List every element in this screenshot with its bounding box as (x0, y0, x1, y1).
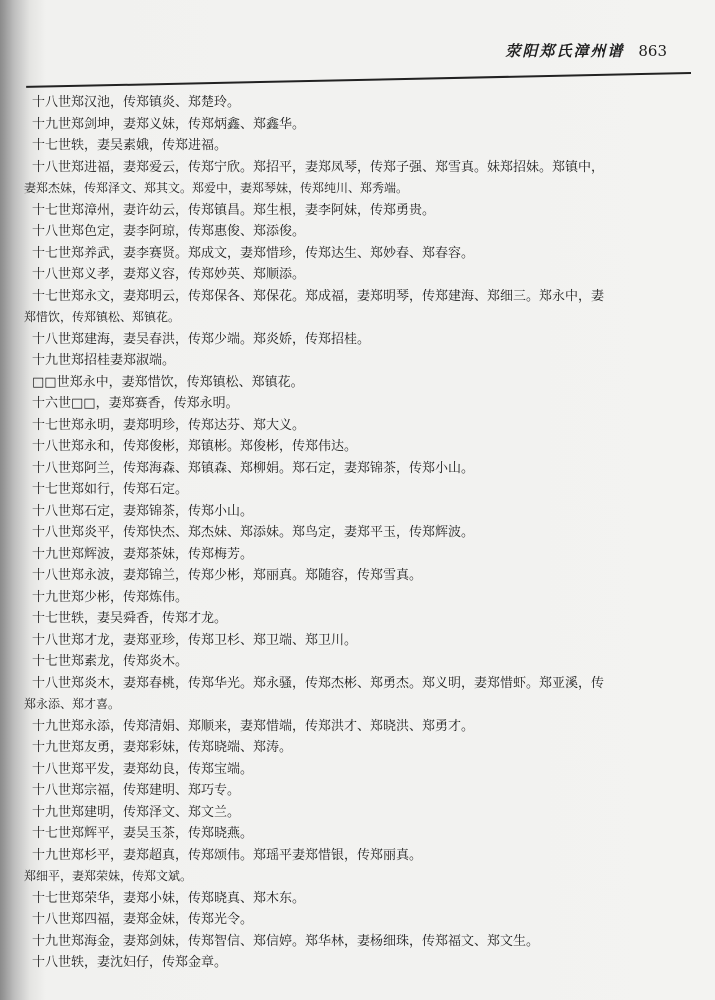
text-line: 十七世郑辉平，妻吴玉茶，传郑晓燕。 (32, 826, 254, 841)
text-line: 十九世郑永添，传郑清娟、郑顺来，妻郑惜端，传郑洪才、郑晓洪、郑勇才。 (32, 718, 475, 734)
text-line: 十八世郑义孝，妻郑义容，传郑妙英、郑顺添。 (32, 267, 306, 282)
genealogy-text (24, 92, 692, 974)
text-line: 十七世郑漳州，妻许幼云，传郑镇昌。郑生根，妻李阿妹，传郑勇贵。 (32, 202, 436, 218)
text-line: 十八世郑永和，传郑俊彬，郑镇彬。郑俊彬，传郑伟达。 (32, 439, 358, 454)
text-line: 十八世郑色定，妻李阿琼，传郑惠俊、郑添俊。 (32, 224, 306, 239)
text-line: □□世郑永中，妻郑惜饮，传郑镇松、郑镇花。 (32, 374, 304, 390)
text-line: 十七世郑永明，妻郑明珍，传郑达芬、郑大义。 (32, 417, 306, 433)
text-line: 十八世郑进福，妻郑爱云，传郑宁欣。郑招平，妻郑凤琴，传郑子强、郑雪真。妹郑招妹。郑镇中， (32, 159, 605, 175)
text-line: 十七世郑荣华，妻郑小妹，传郑晓真、郑木东。 (32, 890, 306, 906)
text-line: 十九世郑友勇，妻郑彩妹，传郑晓端、郑涛。 (32, 740, 293, 755)
text-line: 十九世郑招桂妻郑淑端。 (32, 353, 176, 368)
text-line: 十八世郑炎木，妻郑春桃，传郑华光。郑永骚，传郑杰彬、郑勇杰。郑义明，妻郑惜虾。郑亚溪，传 (32, 675, 605, 691)
text-line: 郑永添、郑才喜。 (24, 697, 121, 711)
text-line: 十八世郑才龙，妻郑亚珍，传郑卫杉、郑卫端、郑卫川。 (32, 632, 358, 648)
text-line: 十八世郑建海，妻吴春洪，传郑少端。郑炎娇，传郑招桂。 (32, 331, 371, 347)
text-line: 十七世轶，妻吴舜香，传郑才龙。 (32, 611, 228, 626)
text-line: 十九世郑少彬，传郑炼伟。 (32, 589, 189, 605)
text-line: 十八世郑炎平，传郑快杰、郑杰妹、郑添妹。郑鸟定，妻郑平玉，传郑辉波。 (32, 525, 475, 540)
text-line: 十七世郑养武，妻李赛贤。郑成文，妻郑惜珍，传郑达生、郑妙春、郑春容。 (32, 245, 475, 261)
text-line: 十六世□□，妻郑赛香，传郑永明。 (32, 396, 239, 411)
text-line: 十八世郑汉池，传郑镇炎、郑楚玲。 (32, 95, 241, 110)
text-line: 十九世郑海金，妻郑剑妹，传郑智信、郑信婷。郑华林，妻杨细珠，传郑福文、郑文生。 (32, 933, 540, 949)
text-line: 妻郑杰妹，传郑泽文、郑其文。郑爱中，妻郑琴妹，传郑纯川、郑秀端。 (24, 181, 409, 195)
text-line: 十七世郑素龙，传郑炎木。 (32, 654, 189, 669)
text-line: 十七世郑永文，妻郑明云，传郑保各、郑保花。郑成福，妻郑明琴，传郑建海、郑细三。郑永中，妻 (32, 288, 605, 304)
text-line: 十八世郑平发，妻郑幼良，传郑宝端。 (32, 761, 254, 777)
page-header (505, 40, 667, 64)
text-line: 十八世郑宗福，传郑建明、郑巧专。 (32, 783, 241, 798)
text-line: 十七世郑如行，传郑石定。 (32, 482, 189, 497)
text-line: 十八世轶，妻沈妇仔，传郑金章。 (32, 955, 228, 970)
text-line: 十七世轶，妻吴素娥，传郑进福。 (32, 138, 228, 153)
text-line: 郑惜饮，传郑镇松、郑镇花。 (24, 310, 181, 324)
text-line: 十九世郑剑坤，妻郑义妹，传郑炳鑫、郑鑫华。 (32, 116, 306, 132)
text-line: 郑细平，妻郑荣妹，传郑文斌。 (24, 869, 193, 883)
text-line: 十九世郑杉平，妻郑超真，传郑颂伟。郑瑶平妻郑惜银，传郑丽真。 (32, 847, 423, 863)
text-line: 十八世郑永波，妻郑锦兰，传郑少彬，郑丽真。郑随容，传郑雪真。 (32, 568, 423, 583)
text-line: 十八世郑石定，妻郑锦茶，传郑小山。 (32, 503, 254, 519)
text-line: 十九世郑辉波，妻郑茶妹，传郑梅芳。 (32, 546, 254, 562)
page-number: 863 (638, 42, 667, 60)
book-title: 荥阳郑氏漳州谱 (505, 42, 625, 60)
text-line: 十八世郑阿兰，传郑海森、郑镇森、郑柳娟。郑石定，妻郑锦茶，传郑小山。 (32, 460, 475, 476)
text-line: 十九世郑建明，传郑泽文、郑文兰。 (32, 804, 241, 820)
text-line: 十八世郑四福，妻郑金妹，传郑光令。 (32, 912, 254, 927)
